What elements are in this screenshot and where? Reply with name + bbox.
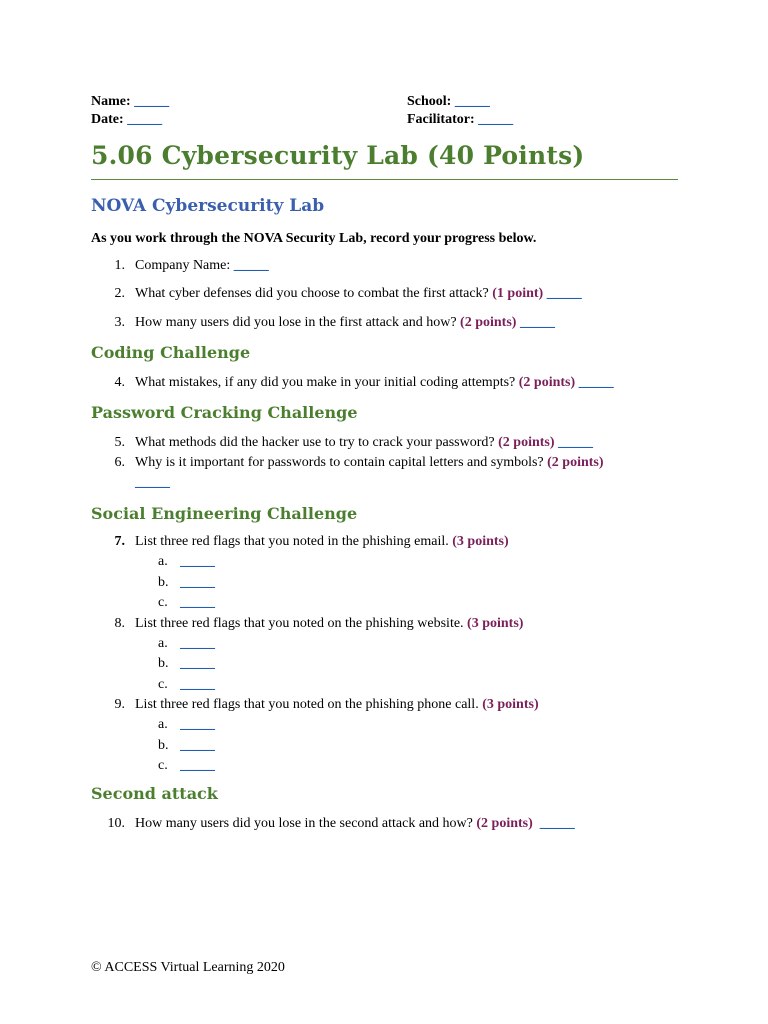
sub-letter: a. xyxy=(158,554,168,569)
name-label: Name: xyxy=(91,94,131,109)
question-number: 5. xyxy=(114,435,125,450)
question-number: 6. xyxy=(114,455,125,470)
answer-blank[interactable]: _____ xyxy=(180,574,215,590)
social-question-list xyxy=(91,532,678,777)
sub-item xyxy=(91,715,678,736)
answer-blank[interactable]: _____ xyxy=(180,595,215,610)
question-item xyxy=(91,814,678,834)
section-heading-password: Password Cracking Challenge xyxy=(91,403,358,422)
points-label: (2 points) xyxy=(547,455,604,470)
question-number: 9. xyxy=(114,697,125,712)
answer-blank[interactable]: _____ xyxy=(546,286,582,301)
question-item xyxy=(91,614,678,634)
coding-question-list xyxy=(91,373,678,393)
second-question-list xyxy=(91,814,678,834)
answer-blank[interactable]: _____ xyxy=(180,717,215,732)
section-heading-nova: NOVA Cybersecurity Lab xyxy=(91,196,325,216)
question-item xyxy=(91,373,678,393)
answer-blank[interactable]: _____ xyxy=(558,435,594,450)
sub-item xyxy=(91,654,678,675)
header-row-2 xyxy=(91,111,678,129)
school-field[interactable] xyxy=(407,93,490,111)
answer-blank[interactable]: _____ xyxy=(578,375,614,390)
school-label: School: xyxy=(407,94,452,109)
question-item xyxy=(91,256,678,276)
page-title: 5.06 Cybersecurity Lab (40 Points) xyxy=(91,141,585,170)
points-label: (1 point) xyxy=(492,286,544,301)
answer-blank[interactable]: _____ xyxy=(180,554,215,569)
points-label: (2 points) xyxy=(476,815,533,831)
question-text: What cyber defenses did you choose to combat the first attack? xyxy=(135,286,489,301)
answer-blank[interactable]: _____ xyxy=(519,315,555,330)
sub-item xyxy=(91,756,678,777)
sub-letter: b. xyxy=(158,737,169,753)
title-divider xyxy=(91,179,678,180)
points-label: (3 points) xyxy=(482,697,539,712)
answer-blank[interactable]: _____ xyxy=(180,758,215,773)
sub-item xyxy=(91,593,678,614)
section-heading-coding: Coding Challenge xyxy=(91,343,251,362)
sub-letter: c. xyxy=(158,758,168,773)
date-blank[interactable]: _____ xyxy=(127,112,163,127)
answer-blank[interactable]: _____ xyxy=(135,475,170,490)
section-heading-second-attack: Second attack xyxy=(91,783,218,803)
points-label: (3 points) xyxy=(467,615,524,631)
question-text: How many users did you lose in the second attack and how? xyxy=(135,815,473,831)
sub-item xyxy=(91,675,678,696)
nova-question-list xyxy=(91,256,678,333)
question-item xyxy=(91,313,678,333)
points-label: (3 points) xyxy=(452,534,509,549)
question-text: List three red flags that you noted in the phishing email. xyxy=(135,534,449,549)
date-label: Date: xyxy=(91,112,124,127)
question-text: What methods did the hacker use to try to crack your password? xyxy=(135,435,495,450)
question-item xyxy=(91,284,678,304)
sub-item xyxy=(91,634,678,655)
sub-letter: a. xyxy=(158,635,168,651)
name-field[interactable] xyxy=(91,93,407,111)
sub-item xyxy=(91,552,678,573)
question-number: 3. xyxy=(114,315,125,330)
points-label: (2 points) xyxy=(460,315,517,330)
question-text: Why is it important for passwords to contain capital letters and symbols? xyxy=(135,455,544,470)
question-number: 10. xyxy=(107,815,125,831)
sub-item xyxy=(91,573,678,594)
facilitator-label: Facilitator: xyxy=(407,112,475,127)
sub-item xyxy=(91,736,678,757)
question-text: List three red flags that you noted on the phishing website. xyxy=(135,615,464,631)
answer-blank[interactable]: _____ xyxy=(180,737,215,753)
question-text: What mistakes, if any did you make in your initial coding attempts? xyxy=(135,375,516,390)
question-item xyxy=(91,695,678,715)
answer-blank[interactable]: _____ xyxy=(539,815,575,831)
sub-letter: c. xyxy=(158,595,168,610)
question-number: 4. xyxy=(114,375,125,390)
sub-letter: b. xyxy=(158,656,169,671)
facilitator-blank[interactable]: _____ xyxy=(478,112,514,127)
question-number: 1. xyxy=(114,258,125,273)
section-heading-social: Social Engineering Challenge xyxy=(91,504,358,523)
date-field[interactable] xyxy=(91,111,407,129)
header-row-1 xyxy=(91,93,678,111)
question-item xyxy=(91,453,678,493)
sub-letter: b. xyxy=(158,574,169,590)
intro-text: As you work through the NOVA Security Lab, record your progress below. xyxy=(91,231,537,246)
question-number: 7. xyxy=(114,534,125,549)
worksheet xyxy=(91,93,678,834)
facilitator-field[interactable] xyxy=(407,111,513,129)
question-item xyxy=(91,433,678,453)
sub-letter: a. xyxy=(158,717,168,732)
points-label: (2 points) xyxy=(518,375,576,390)
password-question-list xyxy=(91,433,678,493)
question-text: How many users did you lose in the first attack and how? xyxy=(135,315,457,330)
answer-blank[interactable]: _____ xyxy=(233,258,269,273)
question-text: List three red flags that you noted on the phishing phone call. xyxy=(135,697,479,712)
name-blank[interactable]: _____ xyxy=(134,94,170,109)
school-blank[interactable]: _____ xyxy=(454,94,490,109)
answer-blank[interactable]: _____ xyxy=(180,635,215,651)
answer-blank[interactable]: _____ xyxy=(180,656,215,671)
answer-blank[interactable]: _____ xyxy=(180,676,215,692)
sub-letter: c. xyxy=(158,676,168,692)
question-number: 2. xyxy=(114,286,125,301)
points-label: (2 points) xyxy=(498,435,555,450)
question-number: 8. xyxy=(114,615,125,631)
copyright-footer: © ACCESS Virtual Learning 2020 xyxy=(91,960,285,975)
question-item xyxy=(91,532,678,552)
question-text: Company Name: xyxy=(135,258,231,273)
